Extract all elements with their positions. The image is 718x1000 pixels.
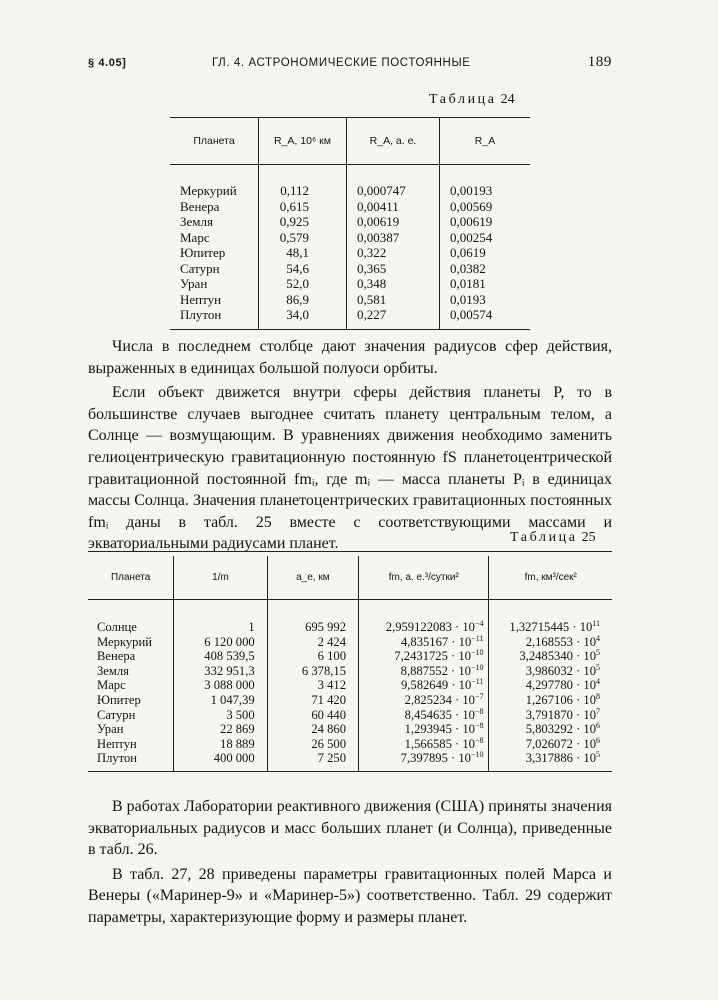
table-cell: $7,2431725 \cdot 10^{-10}$	[359, 649, 489, 664]
table-24-header: Планета	[170, 118, 259, 165]
table-cell: $8,454635 \cdot 10^{-8}$	[359, 708, 489, 723]
table-cell: 332 951,3	[174, 664, 267, 679]
chapter-title: ГЛ. 4. АСТРОНОМИЧЕСКИЕ ПОСТОЯННЫЕ	[212, 57, 471, 69]
table-row	[170, 214, 530, 230]
table-row	[88, 722, 612, 737]
table-25-header: fm, а. е.³/сутки²	[359, 556, 489, 600]
table-cell: $3,986032 \cdot 10^5$	[489, 664, 612, 679]
table-cell: 0,925	[259, 214, 347, 230]
table-row	[88, 693, 612, 708]
table-row	[170, 292, 530, 308]
table-cell: 71 420	[267, 693, 358, 708]
table-cell: 0,00619	[347, 214, 440, 230]
table-cell: Меркурий	[180, 183, 237, 198]
table-cell: Плутон	[88, 751, 174, 772]
exponent: −10	[470, 750, 484, 760]
table-row	[170, 307, 530, 330]
table-cell: $1,566585 \cdot 10^{-8}$	[359, 737, 489, 752]
table-cell: 86,9	[259, 292, 347, 308]
exponent: 5	[596, 648, 600, 658]
table-cell: Земля	[180, 214, 213, 229]
table-cell: Плутон	[170, 307, 259, 330]
table-cell: 0,322	[347, 245, 440, 261]
table-cell: $1,293945 \cdot 10^{-8}$	[359, 722, 489, 737]
table-row	[170, 230, 530, 246]
table-cell: 6 120 000	[174, 635, 267, 650]
exponent: −8	[474, 735, 484, 745]
table-cell: 0,0382	[440, 261, 531, 277]
table-cell: $4,297780 \cdot 10^4$	[489, 678, 612, 693]
exponent: 4	[596, 677, 600, 687]
table-cell: Солнце	[97, 620, 137, 634]
exponent: 7	[596, 706, 600, 716]
exponent: 5	[596, 750, 600, 760]
table-cell: Уран	[97, 722, 124, 737]
page-number: 189	[587, 54, 612, 70]
table-cell: 34,0	[259, 307, 347, 330]
table-cell: Марс	[180, 229, 210, 245]
table-cell: 0,00411	[347, 199, 440, 215]
exponent: −7	[474, 691, 484, 701]
table-cell: 6 378,15	[267, 664, 358, 679]
table-cell: 18 889	[174, 737, 267, 752]
exponent: 5	[596, 662, 600, 672]
table-cell: 6 100	[267, 649, 358, 664]
table-cell: Сатурн	[180, 260, 220, 276]
table-25	[88, 556, 612, 772]
paragraph: Числа в последнем столбце дают значения радиусов сфер действия, выраженных в единицах большой полуоси орбиты.	[88, 338, 612, 377]
paragraph: Если объект движется внутри сферы действия планеты P, то в большинстве случаев выгоднее считать планету центральным телом, а Солнце — возмущающим. В уравнениях движения необходимо заменить гелиоцентрическую гравитационную постоянную fS планетоцентрической гравитационной постоянной fmᵢ, где mᵢ — масса планеты Pᵢ в единицах массы Солнца. Значения планетоцентрических гравитационных постоянных fmᵢ даны в табл. 25 вместе с соответствующими массами и экваториальными радиусами планет.	[88, 384, 612, 553]
table-cell: $2,825234 \cdot 10^{-7}$	[359, 693, 489, 708]
exponent: −11	[471, 677, 484, 687]
table-cell: 0,0193	[440, 292, 531, 308]
table-cell: $9,582649 \cdot 10^{-11}$	[359, 678, 489, 693]
table-25-top-rule	[88, 551, 612, 552]
running-header	[88, 52, 612, 76]
table-cell: 0,00569	[440, 199, 531, 215]
table-25-header: 1/m	[174, 556, 267, 600]
table-cell: 1 047,39	[174, 693, 267, 708]
exponent: 11	[592, 619, 600, 628]
table-cell: 695 992	[267, 620, 358, 635]
table-row	[170, 261, 530, 277]
exponent: 4	[596, 633, 600, 643]
table-24	[170, 117, 530, 330]
table-row	[170, 276, 530, 292]
table-24-header: R_A, 10⁶ км	[259, 118, 347, 165]
table-cell: Нептун	[180, 291, 222, 307]
exponent: −10	[470, 648, 484, 658]
table-cell: 0,365	[347, 261, 440, 277]
table-row	[88, 678, 612, 693]
paragraph: В табл. 27, 28 приведены параметры гравитационных полей Марса и Венеры («Маринер-9» и «Маринер-5») соответственно. Табл. 29 содержит параметры, характеризующие форму и размеры планет.	[88, 865, 612, 926]
table-cell: 22 869	[174, 722, 267, 737]
table-cell: 3 088 000	[174, 678, 267, 693]
table-24-caption: Таблица 24	[429, 92, 515, 107]
table-cell: $3,2485340 \cdot 10^5$	[489, 649, 612, 664]
table-cell: Нептун	[97, 736, 137, 751]
table-cell: $2,168553 \cdot 10^4$	[489, 635, 612, 650]
table-cell: 0,227	[347, 307, 440, 330]
table-row	[88, 751, 612, 772]
table-cell: 26 500	[267, 737, 358, 752]
table-cell: 0,581	[347, 292, 440, 308]
table-cell: 0,348	[347, 276, 440, 292]
table-25-header: a_e, км	[267, 556, 358, 600]
table-row	[88, 620, 612, 635]
table-cell: 54,6	[259, 261, 347, 277]
table-cell: Сатурн	[97, 707, 136, 722]
table-row	[88, 664, 612, 679]
table-cell: 0,579	[259, 230, 347, 246]
table-cell: 0,00387	[347, 230, 440, 246]
table-cell: 400 000	[174, 751, 267, 772]
table-row	[88, 649, 612, 664]
body-text-2	[88, 796, 612, 929]
body-text-1	[88, 336, 612, 555]
table-cell: $8,887552 \cdot 10^{-10}$	[359, 664, 489, 679]
table-cell: $5,803292 \cdot 10^6$	[489, 722, 612, 737]
table-cell: 0,00619	[440, 214, 531, 230]
table-row	[170, 183, 530, 199]
table-cell: Земля	[97, 663, 129, 678]
paragraph: В работах Лаборатории реактивного движения (США) приняты значения экваториальных радиусов и масс больших планет (и Солнца), приведенные в табл. 26.	[88, 798, 612, 859]
table-cell: Меркурий	[97, 634, 152, 649]
table-cell: 0,0619	[440, 245, 531, 261]
table-cell: Венера	[180, 198, 220, 214]
table-cell: $4,835167 \cdot 10^{-11}$	[359, 635, 489, 650]
table-cell: 0,000747	[347, 183, 440, 199]
table-row	[170, 199, 530, 215]
table-cell: 60 440	[267, 708, 358, 723]
table-cell: 3 412	[267, 678, 358, 693]
table-cell: Уран	[180, 276, 208, 291]
table-cell: 0,112	[259, 183, 347, 199]
exponent: −4	[474, 619, 484, 628]
table-row	[88, 737, 612, 752]
exponent: −8	[474, 721, 484, 731]
table-cell: Юпитер	[180, 245, 226, 260]
table-cell: $7,026072 \cdot 10^6$	[489, 737, 612, 752]
exponent: 6	[596, 721, 600, 731]
table-cell: $7,397895 \cdot 10^{-10}$	[359, 751, 489, 772]
table-cell: $2,959122083 \cdot 10^{-4}$	[359, 620, 489, 635]
table-25-header: Планета	[88, 556, 174, 600]
table-25-caption: Таблица 25	[510, 530, 596, 545]
table-row	[170, 245, 530, 261]
table-cell: $1,32715445 \cdot 10^{11}$	[489, 620, 612, 635]
table-cell: 7 250	[267, 751, 358, 772]
table-cell: Марс	[97, 678, 126, 693]
table-cell: 3 500	[174, 708, 267, 723]
table-cell: 52,0	[259, 276, 347, 292]
table-25-header: fm, км³/сек²	[489, 556, 612, 600]
table-24-header: R_A, а. е.	[347, 118, 440, 165]
table-cell: 0,0181	[440, 276, 531, 292]
table-cell: $3,791870 \cdot 10^7$	[489, 708, 612, 723]
exponent: 8	[596, 691, 600, 701]
table-cell: 24 860	[267, 722, 358, 737]
section-ref: § 4.05]	[88, 57, 127, 69]
table-cell: 0,00254	[440, 230, 531, 246]
table-cell: Венера	[97, 649, 136, 664]
table-cell: 48,1	[259, 245, 347, 261]
exponent: −11	[471, 633, 484, 643]
table-24-header: R_A	[440, 118, 531, 165]
exponent: −8	[474, 706, 484, 716]
table-cell: 408 539,5	[174, 649, 267, 664]
table-cell: 1	[174, 620, 267, 635]
table-row	[88, 635, 612, 650]
table-cell: 0,615	[259, 199, 347, 215]
table-cell: 0,00193	[440, 183, 531, 199]
table-cell: Юпитер	[97, 692, 141, 707]
exponent: −10	[470, 662, 484, 672]
table-cell: $3,317886 \cdot 10^5$	[489, 751, 612, 772]
table-row	[88, 708, 612, 723]
table-cell: $1,267106 \cdot 10^8$	[489, 693, 612, 708]
exponent: 6	[596, 735, 600, 745]
table-cell: 0,00574	[440, 307, 531, 330]
table-cell: 2 424	[267, 635, 358, 650]
